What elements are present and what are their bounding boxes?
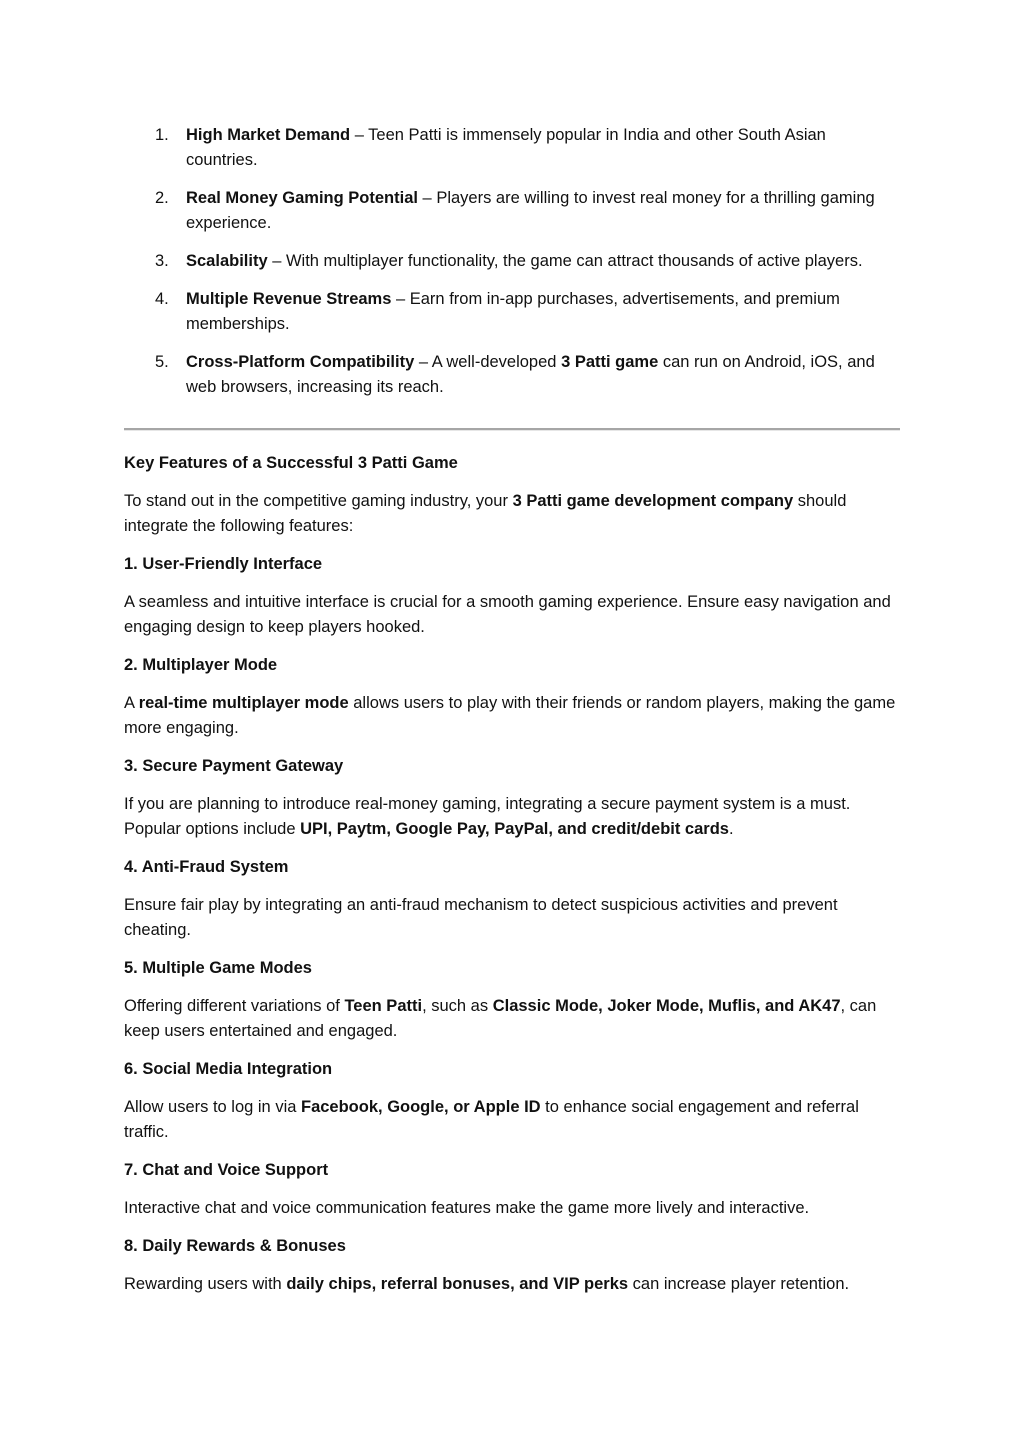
feature-paragraph	[124, 1095, 900, 1145]
feature-heading: 3. Secure Payment Gateway	[124, 757, 344, 775]
list-number: 5.	[155, 353, 169, 371]
list-item	[124, 123, 900, 173]
feature-bold: Facebook, Google, or Apple ID	[301, 1098, 541, 1116]
feature-bold: daily chips, referral bonuses, and VIP perks	[286, 1275, 629, 1293]
feature-text: A seamless and intuitive interface is crucial for a smooth gaming experience. Ensure easy navigation and engaging design to keep players hooked.	[124, 593, 891, 636]
feature-text: Rewarding users with	[124, 1275, 287, 1293]
feature-heading: 5. Multiple Game Modes	[124, 959, 312, 977]
list-item-text: – A well-developed	[414, 353, 562, 371]
list-item	[124, 350, 900, 400]
list-item-text: can run on Android, iOS, and web browsers, increasing its reach.	[186, 353, 875, 396]
feature-bold: Teen Patti	[344, 997, 423, 1015]
list-number: 4.	[155, 290, 169, 308]
feature-heading: 8. Daily Rewards & Bonuses	[124, 1237, 346, 1255]
section-heading: Key Features of a Successful 3 Patti Game	[124, 454, 458, 472]
feature-paragraph	[124, 590, 900, 640]
feature-paragraph	[124, 994, 900, 1044]
list-item-text: – Teen Patti is immensely popular in India and other South Asian countries.	[186, 126, 826, 169]
feature-heading: 6. Social Media Integration	[124, 1060, 333, 1078]
feature-heading: 2. Multiplayer Mode	[124, 656, 278, 674]
feature-heading: 7. Chat and Voice Support	[124, 1161, 329, 1179]
feature-text: allows users to play with their friends or random players, making the game more engaging.	[124, 694, 896, 737]
intro-bold: 3 Patti game development company	[512, 492, 794, 510]
list-item-title: Cross-Platform Compatibility	[186, 353, 415, 371]
feature-paragraph	[124, 792, 900, 842]
list-item-title: High Market Demand	[186, 126, 351, 144]
feature-text: can increase player retention.	[628, 1275, 850, 1293]
feature-paragraph	[124, 691, 900, 741]
document-page	[124, 123, 900, 1310]
feature-bold: UPI, Paytm, Google Pay, PayPal, and credit/debit cards	[300, 820, 729, 838]
feature-paragraph	[124, 893, 900, 943]
list-number: 3.	[155, 252, 169, 270]
list-item	[124, 287, 900, 337]
feature-bold: real-time multiplayer mode	[138, 694, 349, 712]
list-item-text: – With multiplayer functionality, the game can attract thousands of active players.	[267, 252, 863, 270]
feature-text: Ensure fair play by integrating an anti-fraud mechanism to detect suspicious activities and prevent cheating.	[124, 896, 838, 939]
feature-text: .	[728, 820, 734, 838]
reasons-list	[124, 123, 900, 400]
intro-text: To stand out in the competitive gaming industry, your	[124, 492, 513, 510]
list-item-title: Multiple Revenue Streams	[186, 290, 392, 308]
list-item	[124, 186, 900, 236]
horizontal-divider	[124, 428, 900, 431]
intro-paragraph	[124, 489, 900, 539]
feature-text: , can keep users entertained and engaged.	[124, 997, 877, 1040]
list-item-text: – Earn from in-app purchases, advertisements, and premium memberships.	[186, 290, 840, 333]
feature-text: A	[124, 694, 139, 712]
feature-bold: Classic Mode, Joker Mode, Muflis, and AK47	[492, 997, 841, 1015]
list-item-bold: 3 Patti game	[561, 353, 659, 371]
feature-text: , such as	[422, 997, 493, 1015]
list-item	[124, 249, 900, 274]
feature-paragraph	[124, 1196, 900, 1221]
intro-text: should integrate the following features:	[124, 492, 847, 535]
feature-heading: 4. Anti-Fraud System	[124, 858, 289, 876]
list-number: 2.	[155, 189, 169, 207]
feature-text: Offering different variations of	[124, 997, 345, 1015]
feature-heading: 1. User-Friendly Interface	[124, 555, 323, 573]
feature-paragraph	[124, 1272, 900, 1297]
list-item-title: Scalability	[186, 252, 268, 270]
feature-text: If you are planning to introduce real-money gaming, integrating a secure payment system is a must. Popular options include	[124, 795, 851, 838]
list-item-text: – Players are willing to invest real money for a thrilling gaming experience.	[186, 189, 875, 232]
feature-text: Allow users to log in via	[124, 1098, 301, 1116]
list-item-title: Real Money Gaming Potential	[186, 189, 418, 207]
feature-text: to enhance social engagement and referral traffic.	[124, 1098, 859, 1141]
feature-text: Interactive chat and voice communication features make the game more lively and interactive.	[124, 1199, 810, 1217]
list-number: 1.	[155, 126, 169, 144]
